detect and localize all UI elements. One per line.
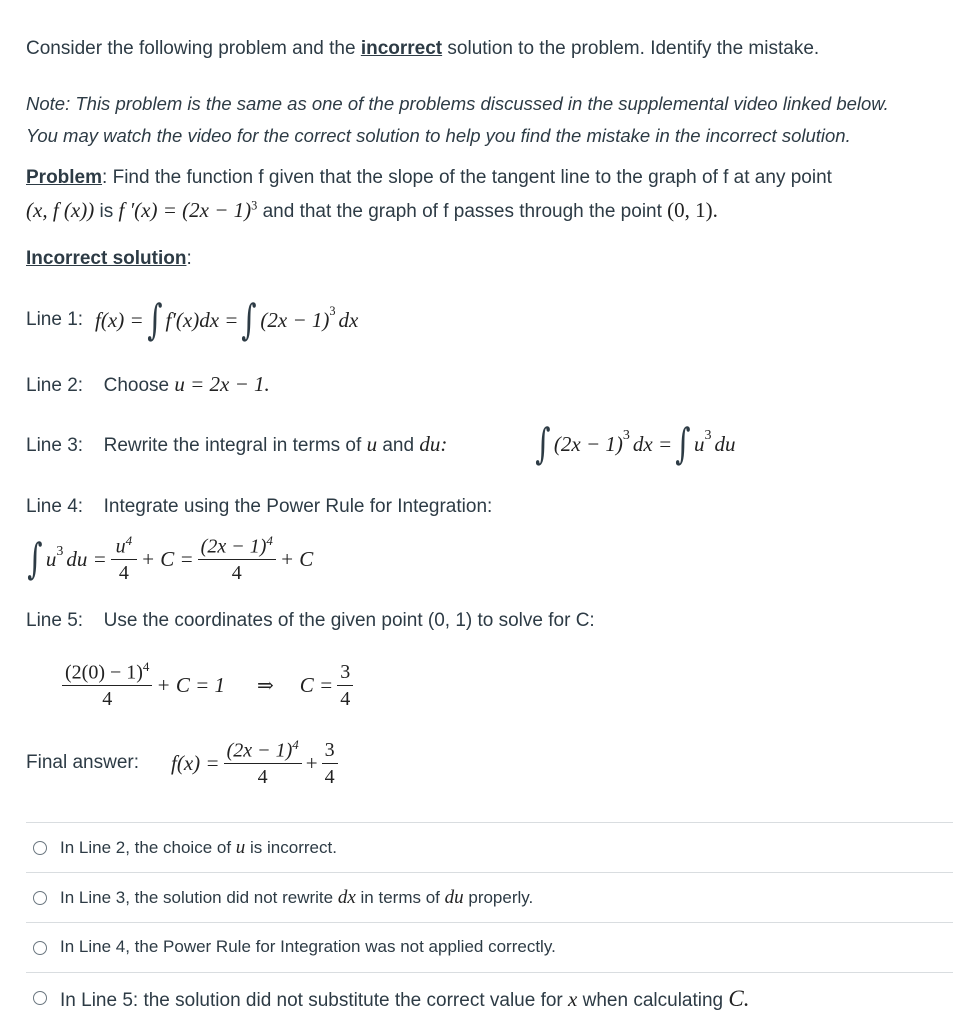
final-frac (224, 738, 302, 789)
line-2-text: Choose (103, 375, 170, 396)
line-3 (26, 432, 447, 457)
radio-button[interactable] (33, 991, 47, 1005)
frac2-den: 4 (231, 562, 242, 585)
line-4-du: du = (66, 546, 107, 571)
line-3-text: Rewrite the integral in terms of (103, 435, 362, 456)
line-5-c-den: 4 (340, 687, 351, 710)
integral-sign: ∫ (241, 295, 258, 344)
line-5-frac-num: (2(0) − 1) (65, 661, 143, 684)
line-1-exp: 3 (329, 304, 336, 318)
solution-heading: Incorrect solution: (26, 248, 192, 269)
note (26, 88, 889, 152)
option-1-pre: In Line 2, the choice of (60, 838, 232, 857)
option-4-math2: C. (728, 986, 750, 1011)
frac2-num: (2x − 1) (200, 535, 267, 558)
line-5-text: Use the coordinates of the given point (0, 1) to solve for C: (103, 610, 595, 631)
problem-derivative: f ′(x) = (2x − 1) (118, 198, 252, 222)
problem-point: (x, f (x)) (26, 198, 95, 222)
line-4-text: Integrate using the Power Rule for Integration: (103, 496, 493, 517)
line-1-integrand2: (2x − 1) (260, 307, 330, 332)
problem-text2: and that the graph of f passes through the point (262, 201, 662, 222)
problem-line1 (26, 167, 832, 189)
implies-arrow-icon: ⇒ (257, 674, 274, 697)
option-2-mid: in terms of (360, 888, 440, 907)
option-3-label[interactable] (60, 937, 556, 957)
problem-label: Problem (26, 167, 103, 188)
option-2-post: properly. (468, 888, 534, 907)
line-3-rhs-du: du (714, 431, 736, 456)
problem-given-point: (0, 1). (667, 198, 718, 222)
frac1-den: 4 (118, 562, 129, 585)
line-3-label: Line 3: (26, 435, 84, 456)
final-c-num: 3 (322, 739, 338, 764)
line-1-dx: dx (338, 307, 359, 332)
line-3-u: u (366, 432, 378, 456)
integral-sign: ∫ (27, 534, 43, 583)
line-3-exp: 3 (622, 428, 630, 443)
problem-exp: 3 (251, 198, 258, 213)
option-2-label[interactable] (60, 887, 533, 909)
option-4-pre: In Line 5: the solution did not substitute the correct value for (60, 990, 563, 1011)
line-2-math: u = 2x − 1. (174, 372, 270, 396)
line-1 (26, 292, 358, 348)
frac1-num: u (115, 535, 126, 558)
line-3-rhs: u (694, 431, 705, 456)
line-2 (26, 372, 270, 397)
intro-part1: Consider the following problem and the (26, 38, 356, 59)
problem-text1: : Find the function f given that the slope of the tangent line to the graph of f at any point (102, 167, 832, 188)
final-plus: + (305, 750, 318, 775)
integral-sign: ∫ (535, 419, 551, 468)
intro-text (26, 38, 819, 60)
line-5-label: Line 5: (26, 610, 84, 631)
option-1[interactable] (26, 822, 953, 873)
radio-button[interactable] (33, 941, 47, 955)
final-c-den: 4 (324, 765, 335, 788)
frac2-num-exp: 4 (266, 532, 273, 548)
line-5-frac-den: 4 (102, 688, 113, 711)
integral-sign: ∫ (675, 419, 691, 468)
final-c-frac (322, 739, 338, 788)
line-5-frac (62, 660, 152, 711)
line-3-lhs: (2x − 1) (553, 431, 623, 456)
frac1-num-exp: 4 (125, 532, 133, 548)
final-num-exp: 4 (292, 736, 299, 752)
line-4-exp: 3 (56, 544, 64, 559)
line-1-integrand1: f′(x)dx = (165, 307, 239, 332)
intro-incorrect: incorrect (360, 38, 443, 59)
problem-line2 (26, 198, 718, 223)
option-4-post: when calculating (582, 990, 724, 1011)
integral-sign: ∫ (146, 295, 163, 344)
line-5-c-eq: C = (299, 672, 334, 697)
option-4[interactable] (26, 972, 953, 1023)
radio-button[interactable] (33, 841, 47, 855)
line-3-and: and (382, 435, 415, 456)
line-1-label: Line 1: (26, 309, 84, 330)
problem-is: is (99, 201, 114, 222)
note-line2: You may watch the video for the correct solution to help you find the mistake in the incorrect solution. (26, 125, 851, 146)
option-2-pre: In Line 3, the solution did not rewrite (60, 888, 334, 907)
line-4-frac1 (111, 534, 137, 585)
line-5 (26, 610, 595, 632)
final-fx: f(x) = (171, 750, 220, 775)
solution-label: Incorrect solution (26, 248, 187, 269)
option-2-math: dx (337, 887, 356, 908)
intro-part2: solution to the problem. Identify the mistake. (447, 38, 820, 59)
line-3-rhs-exp: 3 (704, 428, 712, 443)
line-4-plus-c: + C = (140, 546, 194, 571)
option-4-label[interactable] (60, 986, 750, 1012)
line-4-plus-c2: + C (279, 546, 314, 571)
option-2-math2: du (444, 887, 464, 908)
option-1-post: is incorrect. (250, 838, 337, 857)
final-den: 4 (257, 766, 268, 789)
line-5-eq: + C = 1 (156, 672, 226, 697)
option-1-math: u (235, 837, 246, 858)
option-1-label[interactable] (60, 837, 337, 859)
option-3[interactable] (26, 922, 953, 973)
option-2[interactable] (26, 872, 953, 923)
final-answer (26, 730, 342, 796)
radio-button[interactable] (33, 891, 47, 905)
note-line1: Note: This problem is the same as one of the problems discussed in the supplemental video linked below. (26, 93, 889, 114)
line-1-fx: f(x) = (95, 307, 144, 332)
line-2-label: Line 2: (26, 375, 84, 396)
line-4 (26, 496, 492, 518)
final-label: Final answer: (26, 752, 139, 773)
line-4-label: Line 4: (26, 496, 84, 517)
option-3-pre: In Line 4, the Power Rule for Integration was not applied correctly. (60, 937, 556, 956)
line-5-frac-num-exp: 4 (142, 658, 150, 674)
line-5-equation (58, 652, 357, 718)
line-3-dx: dx = (632, 431, 673, 456)
option-4-math: x (568, 987, 578, 1011)
line-4-frac2 (198, 534, 276, 585)
line-4-u: u (45, 546, 57, 571)
line-3-du: du: (419, 432, 448, 456)
line-4-equation (24, 526, 313, 592)
line-3-equation (532, 416, 736, 472)
line-5-c-num: 3 (337, 661, 353, 686)
final-num: (2x − 1) (226, 739, 293, 762)
line-5-c-frac (337, 661, 353, 710)
